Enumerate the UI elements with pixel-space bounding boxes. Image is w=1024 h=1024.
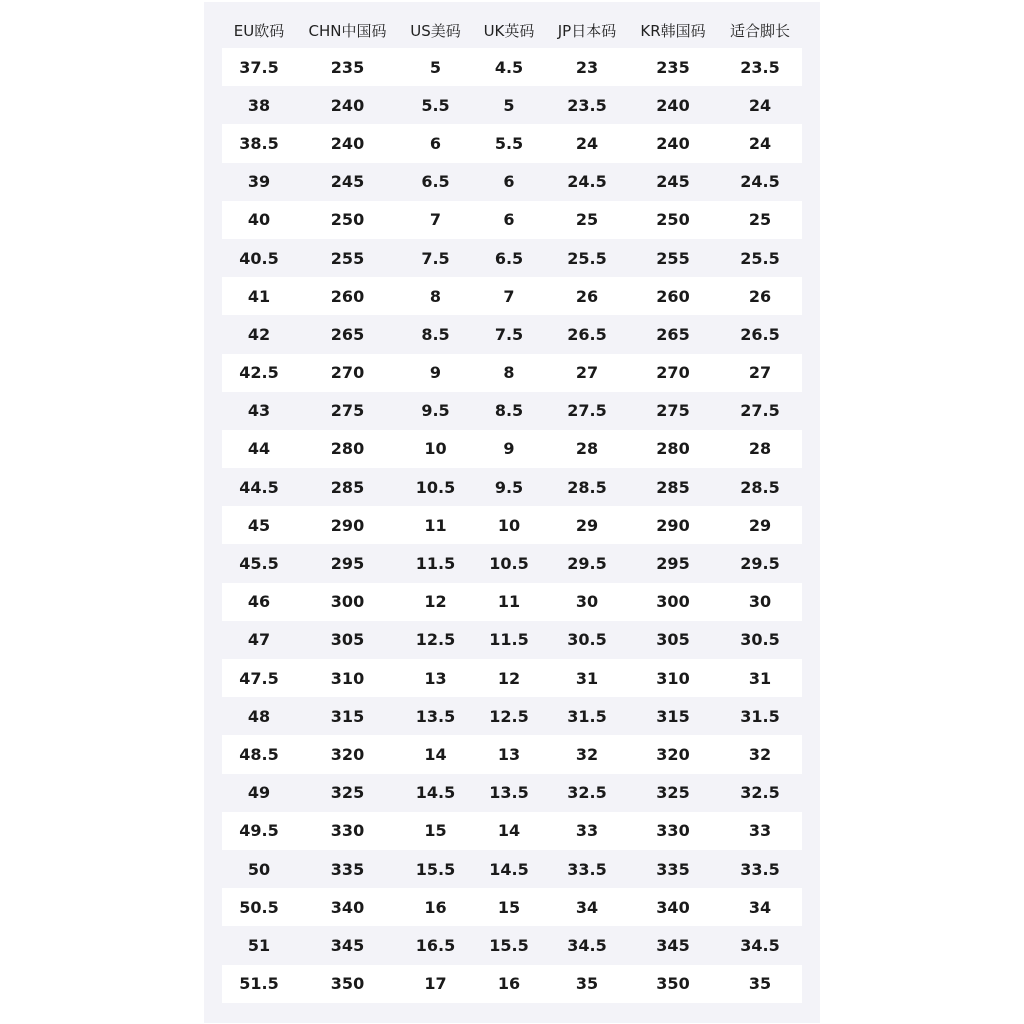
- cell-jp-size: 34: [546, 888, 628, 926]
- cell-chn-size: 290: [296, 506, 399, 544]
- cell-jp-size: 33.5: [567, 859, 607, 879]
- cell-kr-size: 295: [656, 554, 690, 574]
- cell-uk-size: 7.5: [494, 324, 524, 344]
- table-row: [222, 48, 802, 86]
- cell-kr-size: 285: [656, 477, 690, 497]
- cell-us-size: 16.5: [415, 935, 456, 955]
- header-row: [222, 12, 802, 48]
- cell-us-size: 15.5: [415, 859, 456, 879]
- cell-us-size: 13.5: [415, 706, 456, 726]
- cell-eu-size: 47.5: [222, 659, 296, 697]
- cell-kr-size: 240: [656, 95, 690, 115]
- size-chart-panel: [204, 2, 820, 1023]
- cell-jp-size: 30.5: [567, 630, 607, 650]
- cell-kr-size: 240: [628, 124, 718, 162]
- cell-uk-size: 12.5: [489, 706, 529, 726]
- cell-uk-size: 6: [503, 172, 515, 192]
- cell-chn-size: 270: [296, 354, 399, 392]
- cell-eu-size: 48.5: [222, 735, 296, 773]
- cell-jp-size: 24: [546, 124, 628, 162]
- cell-foot-length: 34.5: [740, 935, 780, 955]
- cell-us-size: 16: [399, 888, 472, 926]
- cell-us-size: 7: [399, 201, 472, 239]
- table-row: [222, 926, 802, 964]
- cell-us-size: 17: [399, 965, 472, 1003]
- cell-eu-size: 44: [222, 430, 296, 468]
- cell-eu-size: 40.5: [239, 248, 279, 268]
- cell-eu-size: 49.5: [222, 812, 296, 850]
- cell-us-size: 15: [399, 812, 472, 850]
- cell-chn-size: 300: [296, 583, 399, 621]
- cell-foot-length: 28: [718, 430, 802, 468]
- cell-foot-length: 31: [718, 659, 802, 697]
- cell-eu-size: 45: [222, 506, 296, 544]
- cell-foot-length: 29.5: [740, 554, 780, 574]
- cell-chn-size: 345: [330, 935, 365, 955]
- cell-jp-size: 24.5: [567, 172, 607, 192]
- cell-foot-length: 34: [718, 888, 802, 926]
- cell-jp-size: 30: [546, 583, 628, 621]
- cell-kr-size: 310: [628, 659, 718, 697]
- column-header-uk-size: UK英码: [483, 21, 535, 40]
- cell-us-size: 8.5: [421, 324, 450, 344]
- cell-us-size: 14.5: [415, 783, 456, 803]
- cell-uk-size: 10.5: [489, 554, 529, 574]
- table-row: [222, 544, 802, 582]
- table-row: [222, 468, 802, 506]
- table-row: [222, 735, 802, 773]
- column-header-foot-length: 适合脚长: [729, 21, 790, 40]
- cell-chn-size: 285: [330, 477, 365, 497]
- cell-eu-size: 43: [247, 401, 271, 421]
- cell-eu-size: 38.5: [222, 124, 296, 162]
- cell-jp-size: 28.5: [567, 477, 607, 497]
- cell-foot-length: 32: [718, 735, 802, 773]
- cell-chn-size: 310: [296, 659, 399, 697]
- column-header-chn-size: CHN中国码: [308, 21, 387, 40]
- size-chart-header: [222, 12, 802, 48]
- cell-kr-size: 235: [628, 48, 718, 86]
- table-row: [222, 659, 802, 697]
- cell-jp-size: 27.5: [567, 401, 607, 421]
- cell-uk-size: 13.5: [489, 783, 529, 803]
- cell-foot-length: 25.5: [740, 248, 780, 268]
- cell-eu-size: 39: [247, 172, 271, 192]
- cell-uk-size: 10: [472, 506, 546, 544]
- cell-uk-size: 6.5: [494, 248, 524, 268]
- cell-jp-size: 23.5: [567, 95, 607, 115]
- column-header-jp-size: JP日本码: [557, 21, 617, 40]
- cell-foot-length: 26: [718, 277, 802, 315]
- column-header-eu-size: EU欧码: [233, 21, 285, 40]
- cell-kr-size: 325: [656, 783, 690, 803]
- cell-us-size: 6.5: [421, 172, 450, 192]
- cell-foot-length: 23.5: [718, 48, 802, 86]
- cell-foot-length: 24.5: [740, 172, 780, 192]
- cell-foot-length: 24: [748, 95, 772, 115]
- cell-foot-length: 27: [718, 354, 802, 392]
- cell-chn-size: 330: [296, 812, 399, 850]
- cell-foot-length: 32.5: [740, 783, 780, 803]
- cell-chn-size: 255: [330, 248, 365, 268]
- cell-jp-size: 32.5: [567, 783, 607, 803]
- cell-chn-size: 320: [296, 735, 399, 773]
- cell-foot-length: 30.5: [740, 630, 780, 650]
- cell-us-size: 6: [399, 124, 472, 162]
- cell-foot-length: 31.5: [740, 706, 780, 726]
- column-header-kr-size: KR韩国码: [640, 21, 706, 40]
- cell-eu-size: 47: [247, 630, 271, 650]
- cell-us-size: 5.5: [421, 95, 450, 115]
- cell-eu-size: 44.5: [239, 477, 279, 497]
- cell-eu-size: 42.5: [222, 354, 296, 392]
- cell-jp-size: 29.5: [567, 554, 607, 574]
- cell-uk-size: 5.5: [472, 124, 546, 162]
- cell-chn-size: 275: [330, 401, 365, 421]
- cell-eu-size: 49: [247, 783, 271, 803]
- cell-foot-length: 35: [718, 965, 802, 1003]
- cell-eu-size: 46: [222, 583, 296, 621]
- cell-foot-length: 25: [718, 201, 802, 239]
- cell-us-size: 10.5: [415, 477, 456, 497]
- cell-uk-size: 6: [472, 201, 546, 239]
- cell-uk-size: 7: [472, 277, 546, 315]
- table-row: [222, 201, 802, 239]
- cell-eu-size: 51: [247, 935, 271, 955]
- cell-kr-size: 335: [656, 859, 690, 879]
- table-row: [222, 812, 802, 850]
- cell-kr-size: 255: [656, 248, 690, 268]
- cell-chn-size: 265: [330, 324, 365, 344]
- cell-uk-size: 11: [472, 583, 546, 621]
- cell-kr-size: 315: [656, 706, 690, 726]
- cell-eu-size: 51.5: [222, 965, 296, 1003]
- cell-us-size: 9: [399, 354, 472, 392]
- cell-foot-length: 29: [718, 506, 802, 544]
- cell-us-size: 8: [399, 277, 472, 315]
- cell-kr-size: 290: [628, 506, 718, 544]
- cell-jp-size: 33: [546, 812, 628, 850]
- cell-jp-size: 26.5: [567, 324, 607, 344]
- cell-jp-size: 35: [546, 965, 628, 1003]
- cell-chn-size: 305: [330, 630, 365, 650]
- cell-chn-size: 235: [296, 48, 399, 86]
- cell-chn-size: 340: [296, 888, 399, 926]
- table-row: [222, 86, 802, 124]
- table-row: [222, 277, 802, 315]
- cell-jp-size: 31.5: [567, 706, 607, 726]
- cell-eu-size: 42: [247, 324, 271, 344]
- table-row: [222, 888, 802, 926]
- cell-chn-size: 250: [296, 201, 399, 239]
- cell-eu-size: 45.5: [239, 554, 279, 574]
- cell-uk-size: 14: [472, 812, 546, 850]
- cell-us-size: 13: [399, 659, 472, 697]
- cell-eu-size: 38: [247, 95, 271, 115]
- cell-kr-size: 320: [628, 735, 718, 773]
- cell-jp-size: 29: [546, 506, 628, 544]
- cell-jp-size: 25: [546, 201, 628, 239]
- cell-uk-size: 13: [472, 735, 546, 773]
- cell-us-size: 11.5: [415, 554, 456, 574]
- cell-chn-size: 295: [330, 554, 365, 574]
- cell-chn-size: 245: [330, 172, 365, 192]
- cell-jp-size: 28: [546, 430, 628, 468]
- table-row: [222, 774, 802, 812]
- cell-kr-size: 260: [628, 277, 718, 315]
- cell-kr-size: 275: [656, 401, 690, 421]
- cell-us-size: 11: [399, 506, 472, 544]
- cell-us-size: 7.5: [421, 248, 450, 268]
- cell-us-size: 9.5: [421, 401, 450, 421]
- cell-uk-size: 14.5: [489, 859, 529, 879]
- cell-uk-size: 15.5: [489, 935, 529, 955]
- cell-eu-size: 41: [222, 277, 296, 315]
- cell-kr-size: 270: [628, 354, 718, 392]
- cell-eu-size: 40: [222, 201, 296, 239]
- table-row: [222, 354, 802, 392]
- cell-us-size: 12: [399, 583, 472, 621]
- cell-jp-size: 27: [546, 354, 628, 392]
- cell-chn-size: 240: [296, 124, 399, 162]
- cell-kr-size: 245: [656, 172, 690, 192]
- cell-foot-length: 33: [718, 812, 802, 850]
- cell-uk-size: 12: [472, 659, 546, 697]
- cell-uk-size: 15: [472, 888, 546, 926]
- cell-us-size: 10: [399, 430, 472, 468]
- cell-chn-size: 335: [330, 859, 365, 879]
- cell-jp-size: 32: [546, 735, 628, 773]
- cell-kr-size: 305: [656, 630, 690, 650]
- cell-kr-size: 330: [628, 812, 718, 850]
- table-row: [222, 506, 802, 544]
- cell-uk-size: 16: [472, 965, 546, 1003]
- table-row: [222, 163, 802, 201]
- cell-us-size: 12.5: [415, 630, 456, 650]
- cell-jp-size: 25.5: [567, 248, 607, 268]
- cell-jp-size: 26: [546, 277, 628, 315]
- table-row: [222, 430, 802, 468]
- cell-chn-size: 315: [330, 706, 365, 726]
- table-row: [222, 392, 802, 430]
- cell-chn-size: 280: [296, 430, 399, 468]
- cell-eu-size: 37.5: [222, 48, 296, 86]
- table-row: [222, 621, 802, 659]
- table-row: [222, 583, 802, 621]
- cell-kr-size: 340: [628, 888, 718, 926]
- size-chart-table: [222, 12, 802, 1003]
- cell-kr-size: 300: [628, 583, 718, 621]
- cell-eu-size: 50: [247, 859, 271, 879]
- cell-foot-length: 30: [718, 583, 802, 621]
- cell-uk-size: 8: [472, 354, 546, 392]
- cell-jp-size: 31: [546, 659, 628, 697]
- cell-uk-size: 5: [503, 95, 515, 115]
- table-row: [222, 850, 802, 888]
- cell-foot-length: 26.5: [740, 324, 780, 344]
- size-chart-body: [222, 48, 802, 1003]
- cell-chn-size: 260: [296, 277, 399, 315]
- cell-uk-size: 4.5: [472, 48, 546, 86]
- cell-foot-length: 33.5: [740, 859, 780, 879]
- cell-kr-size: 250: [628, 201, 718, 239]
- cell-chn-size: 325: [330, 783, 365, 803]
- cell-kr-size: 350: [628, 965, 718, 1003]
- cell-uk-size: 9.5: [494, 477, 524, 497]
- cell-foot-length: 27.5: [740, 401, 780, 421]
- cell-jp-size: 34.5: [567, 935, 607, 955]
- table-row: [222, 124, 802, 162]
- cell-kr-size: 265: [656, 324, 690, 344]
- cell-kr-size: 280: [628, 430, 718, 468]
- cell-uk-size: 9: [472, 430, 546, 468]
- cell-uk-size: 11.5: [489, 630, 529, 650]
- cell-jp-size: 23: [546, 48, 628, 86]
- cell-eu-size: 48: [247, 706, 271, 726]
- cell-uk-size: 8.5: [494, 401, 524, 421]
- cell-us-size: 5: [399, 48, 472, 86]
- cell-foot-length: 28.5: [740, 477, 780, 497]
- cell-foot-length: 24: [718, 124, 802, 162]
- table-row: [222, 315, 802, 353]
- cell-eu-size: 50.5: [222, 888, 296, 926]
- cell-kr-size: 345: [656, 935, 690, 955]
- table-row: [222, 239, 802, 277]
- cell-chn-size: 240: [330, 95, 365, 115]
- cell-us-size: 14: [399, 735, 472, 773]
- table-row: [222, 965, 802, 1003]
- column-header-us-size: US美码: [410, 21, 461, 40]
- cell-chn-size: 350: [296, 965, 399, 1003]
- table-row: [222, 697, 802, 735]
